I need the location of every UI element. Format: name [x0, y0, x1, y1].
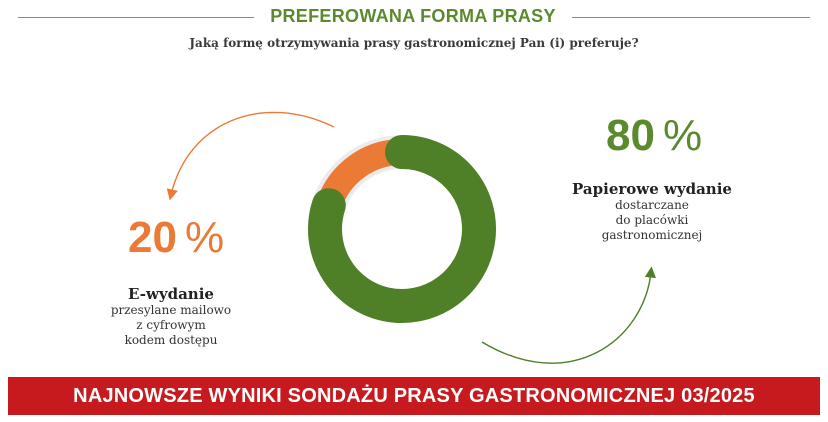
e-wydanie-percent-value: 20 — [128, 213, 177, 262]
papierowe-desc-line-2: do placówki — [615, 213, 689, 227]
e-wydanie-desc-line-1: przesylane mailowo — [110, 303, 232, 317]
papierowe-name: Papierowe wydanie — [572, 180, 732, 198]
e-wydanie-desc-line-2: z cyfrowym — [136, 318, 206, 332]
e-wydanie-desc-line-3: kodem dostępu — [124, 333, 218, 347]
chart-title: PREFEROWANA FORMA PRASY — [270, 6, 556, 26]
papierowe-desc-line-3: gastronomicznej — [601, 228, 703, 242]
papierowe-percent-value: 80 — [606, 111, 655, 160]
papierowe-desc-line-1: dostarczane — [615, 198, 689, 212]
papierowe-label — [560, 180, 744, 243]
footer-banner-text: NAJNOWSZE WYNIKI SONDAŻU PRASY GASTRONOMICZNEJ 03/2025 — [73, 384, 755, 407]
e-wydanie-arrow — [171, 112, 334, 195]
papierowe-arrow — [482, 272, 651, 363]
e-wydanie-percent — [128, 213, 225, 262]
e-wydanie-name: E-wydanie — [128, 285, 214, 303]
papierowe-percent-symbol: % — [662, 111, 703, 160]
chart-subtitle: Jaką formę otrzymywania prasy gastronomicznej Pan (i) preferuje? — [189, 36, 639, 50]
papierowe-percent — [606, 111, 703, 160]
e-wydanie-percent-symbol: % — [184, 213, 225, 262]
e-wydanie-label — [100, 285, 242, 348]
footer-banner — [8, 377, 820, 415]
donut-ring — [325, 152, 479, 306]
